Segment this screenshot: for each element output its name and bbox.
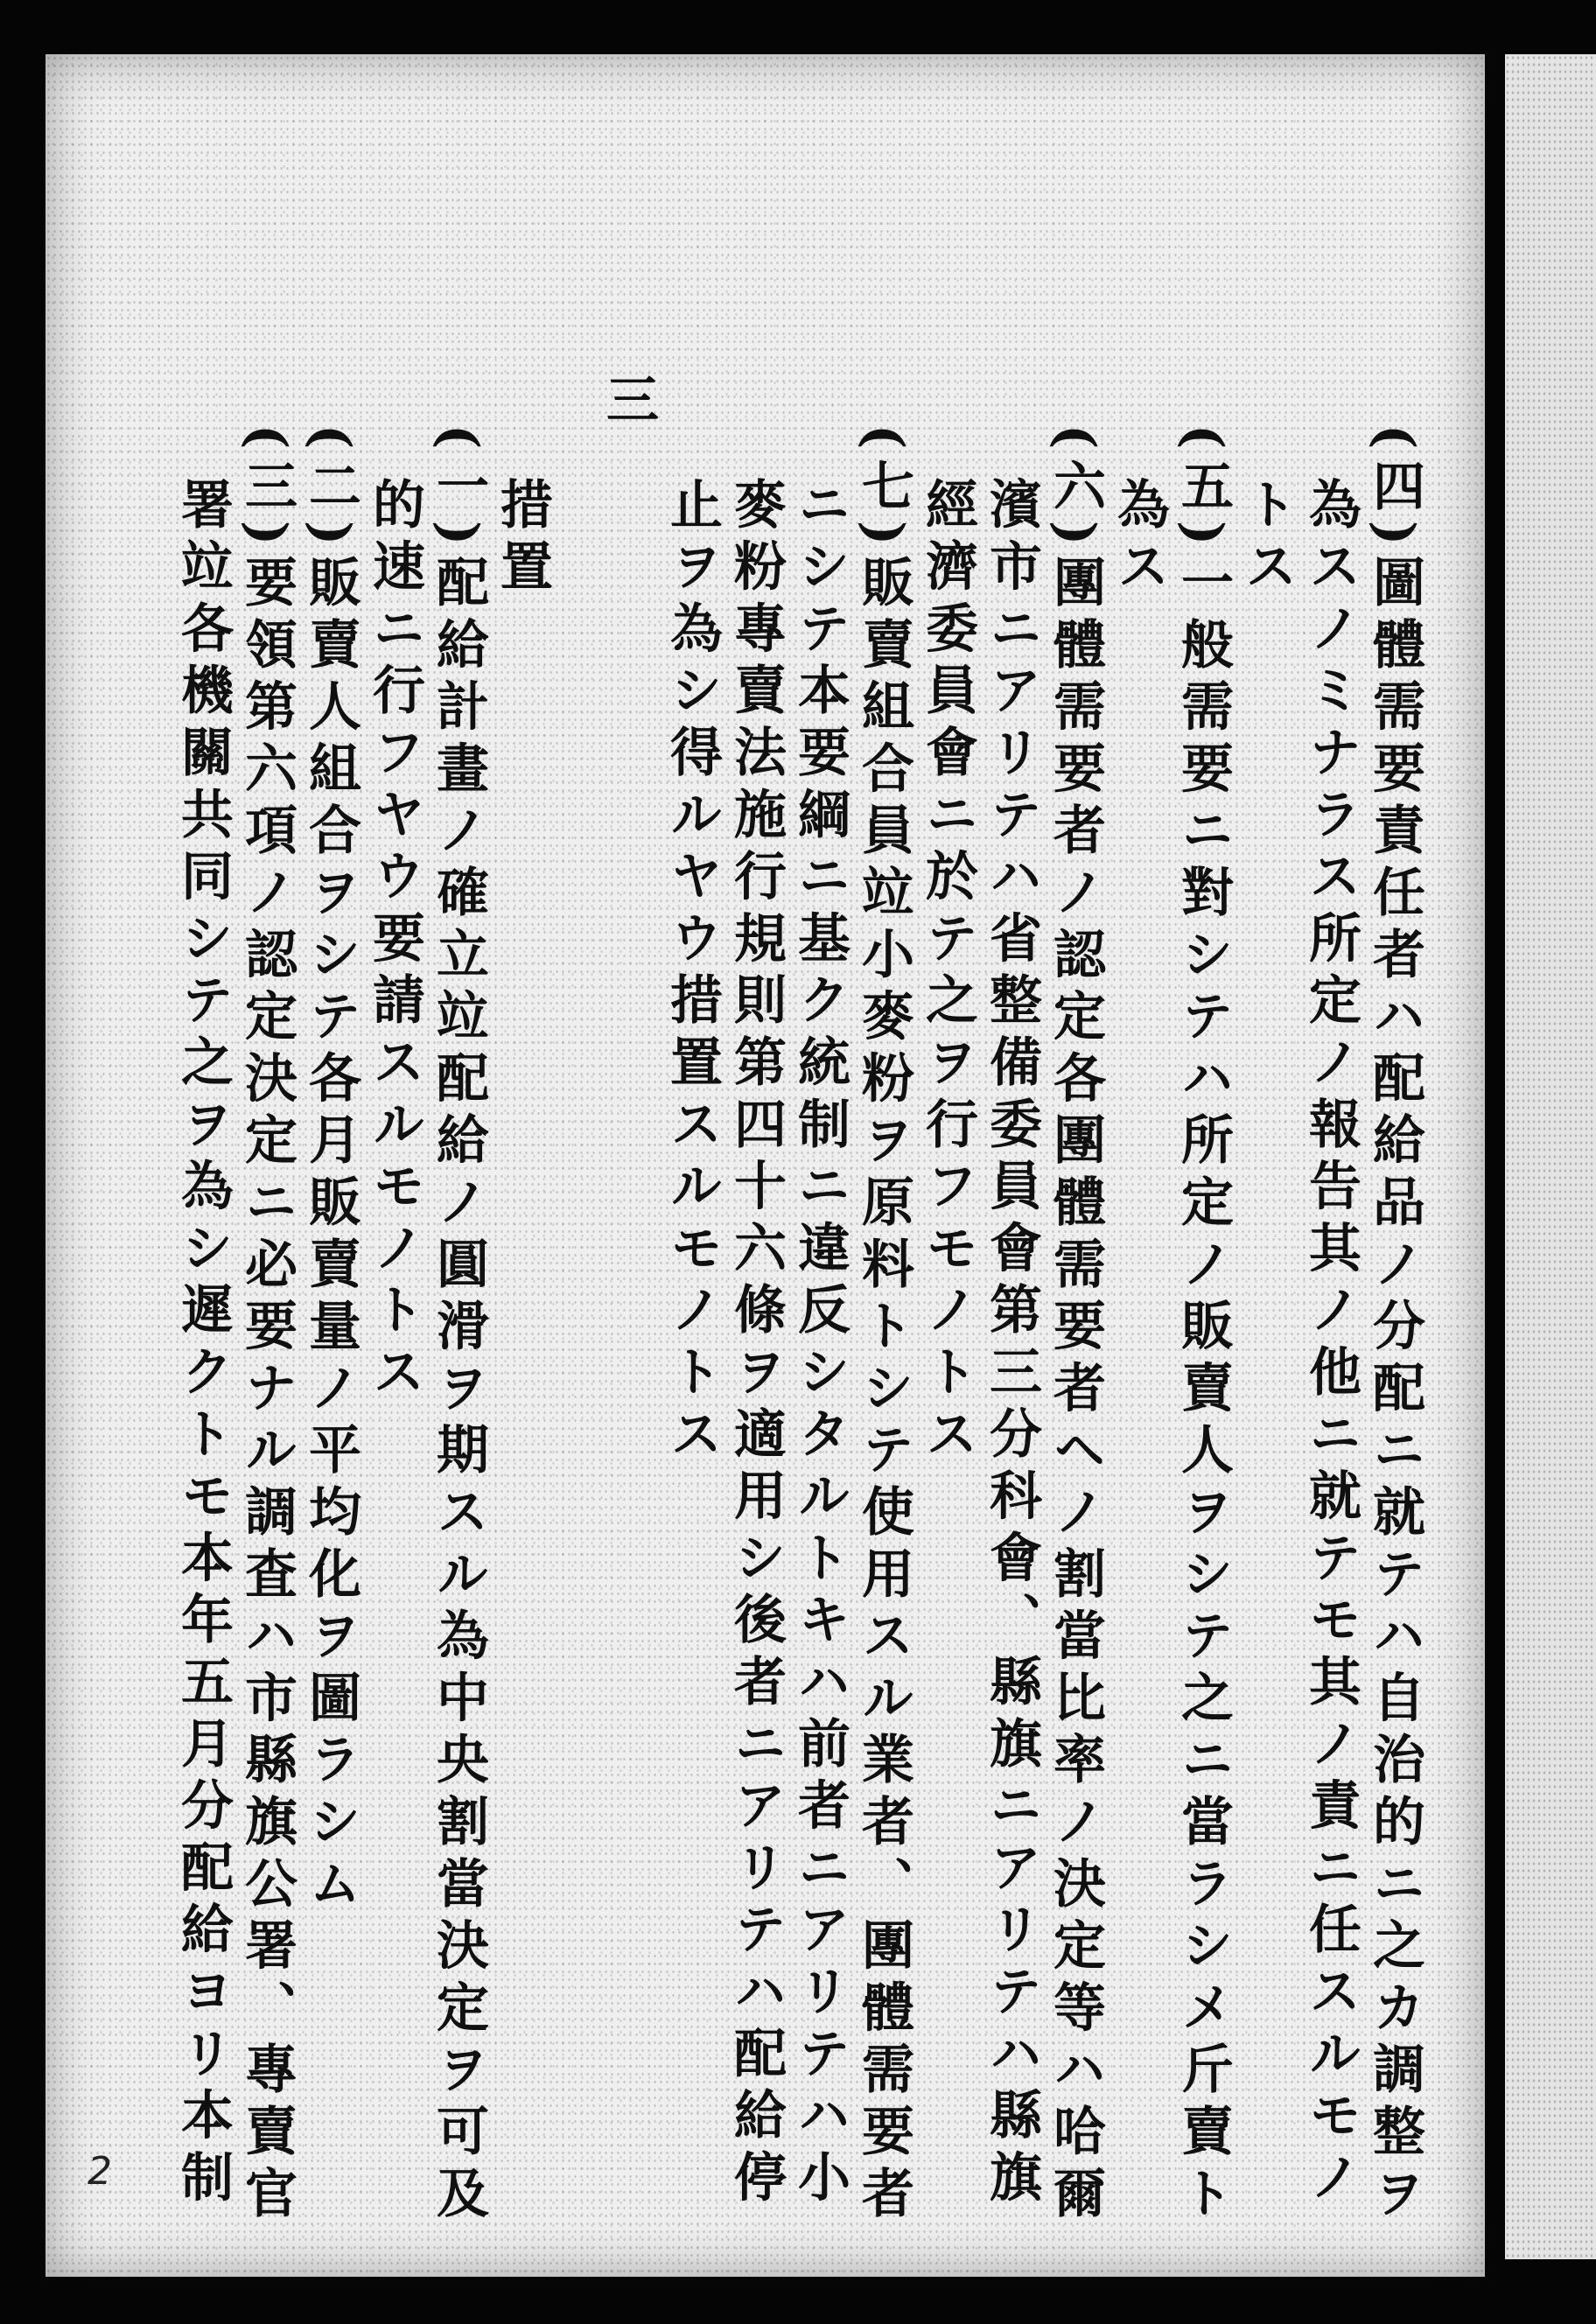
text-line-11: 麥粉專賣法施行規則第四十六條ヲ適用シ後者ニアリテハ配給停	[725, 477, 787, 2212]
text-line-3: トス	[1236, 477, 1298, 601]
text-line-15: (一)配給計畫ノ確立竝配給ノ圓滑ヲ期スル為中央割當決定ヲ可及	[428, 424, 489, 2228]
section-heading: 措置	[492, 477, 553, 601]
text-line-10: ニシテ本要綱ニ基ク統制ニ違反シタルトキハ前者ニアリテハ小	[789, 477, 850, 2212]
text-line-5: 為ス	[1109, 477, 1170, 601]
text-line-6: (六)團體需要者ノ認定各團體需要者ヘノ割當比率ノ決定等ハ哈爾	[1045, 424, 1106, 2228]
text-line-7: 濱市ニアリテハ省整備委員會第三分科會、縣旗ニアリテハ縣旗	[981, 477, 1042, 2212]
adjacent-page-edge	[1505, 54, 1596, 2259]
text-line-2: 為スノミナラス所定ノ報告其ノ他ニ就テモ其ノ責ニ任スルモノ	[1300, 477, 1362, 2212]
text-line-16: 的速ニ行フヤウ要請スルモノトス	[364, 477, 425, 1406]
text-line-8: 經濟委員會ニ於テ之ヲ行フモノトス	[917, 477, 978, 1468]
section-number: 三	[598, 372, 659, 434]
text-line-9: (七)販賣組合員竝小麥粉ヲ原料トシテ使用スル業者、團體需要者	[853, 424, 914, 2228]
text-line-18: (三)要領第六項ノ認定決定ニ必要ナル調査ハ市縣旗公署、專賣官	[236, 424, 298, 2228]
text-line-1: (四)圖體需要責任者ハ配給品ノ分配ニ就テハ自治的ニ之カ調整ヲ	[1364, 424, 1425, 2228]
text-line-12: 止ヲ為シ得ルヤウ措置スルモノトス	[662, 477, 723, 1468]
text-line-17: (二)販賣人組合ヲシテ各月販賣量ノ平均化ヲ圖ラシム	[300, 424, 361, 1918]
page-number: 2	[88, 2149, 112, 2194]
text-line-4: (五)一般需要ニ對シテハ所定ノ販賣人ヲシテ之ニ當ラシメ斤賣ト	[1172, 424, 1234, 2228]
text-line-19: 署竝各機關共同シテ之ヲ為シ遲クトモ本年五月分配給ヨリ本制	[172, 477, 234, 2212]
vertical-text-body	[166, 372, 1426, 2228]
